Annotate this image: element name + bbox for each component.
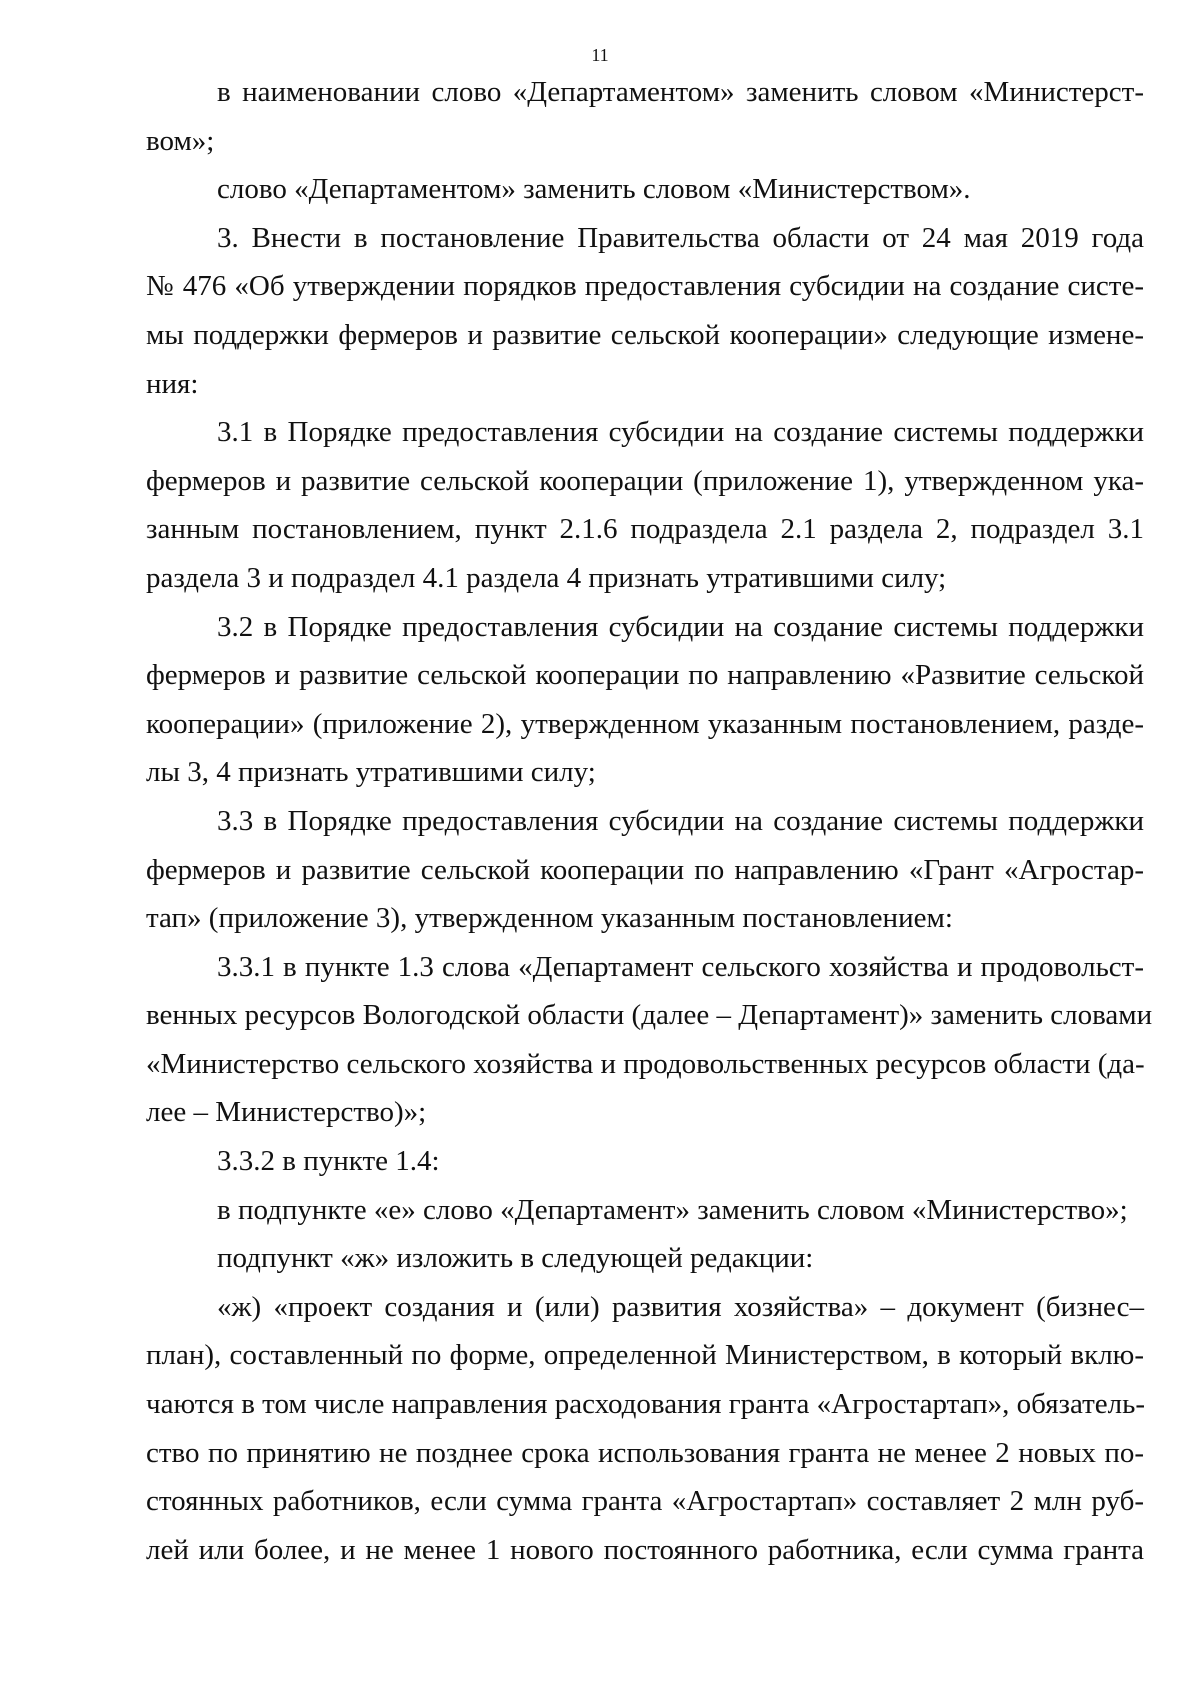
text-line: «ж) «проект создания и (или) развития хозяйства» – документ (бизнес– [217,1290,1144,1323]
text-line: лее – Министерство)»; [146,1096,427,1129]
text-line: «Министерство сельского хозяйства и продовольственных ресурсов области (да- [146,1047,1145,1080]
text-line: венных ресурсов Вологодской области (далее – Департамент)» заменить словами [146,999,1153,1032]
document-body [146,68,1153,1574]
text-line: 3.3.2 в пункте 1.4: [217,1145,440,1178]
text-line: лы 3, 4 признать утратившими силу; [146,756,596,789]
text-line: 3.2 в Порядке предоставления субсидии на создание системы поддержки [217,610,1144,643]
text-line: 3.3.1 в пункте 1.3 слова «Департамент сельского хозяйства и продовольст- [217,950,1144,983]
text-line: фермеров и развитие сельской кооперации по направлению «Развитие сельской [146,659,1144,692]
text-line: в наименовании слово «Департаментом» заменить словом «Министерст- [217,76,1144,108]
text-line: занным постановлением, пункт 2.1.6 подраздела 2.1 раздела 2, подраздел 3.1 [146,513,1144,546]
text-line: 3.3 в Порядке предоставления субсидии на создание системы поддержки [217,804,1144,837]
text-line: фермеров и развитие сельской кооперации (приложение 1), утвержденном ука- [146,464,1144,497]
text-line: вом»; [146,124,215,157]
text-line: в подпункте «е» слово «Департамент» заменить словом «Министерство»; [217,1193,1128,1226]
text-line: ния: [146,367,199,400]
text-line: подпункт «ж» изложить в следующей редакции: [217,1242,814,1275]
text-line: стоянных работников, если сумма гранта «Агростартап» составляет 2 млн руб- [146,1485,1144,1518]
text-line: 3.1 в Порядке предоставления субсидии на создание системы поддержки [217,416,1144,449]
text-line: план), составленный по форме, определенной Министерством, в который вклю- [146,1339,1144,1372]
text-line: лей или более, и не менее 1 нового постоянного работника, если сумма гранта [146,1533,1144,1566]
text-line: кооперации» (приложение 2), утвержденном указанным постановлением, разде- [146,707,1144,740]
text-line: 3. Внести в постановление Правительства области от 24 мая 2019 года [217,221,1144,254]
page-number: 11 [591,45,609,65]
text-line: № 476 «Об утверждении порядков предоставления субсидии на создание систе- [146,270,1144,303]
text-line: чаются в том числе направления расходования гранта «Агростартап», обязатель- [146,1388,1146,1421]
text-line: слово «Департаментом» заменить словом «Министерством». [217,173,971,206]
text-line: фермеров и развитие сельской кооперации по направлению «Грант «Агростар- [146,853,1144,886]
text-line: ство по принятию не позднее срока использования гранта не менее 2 новых по- [146,1436,1144,1469]
text-line: раздела 3 и подраздел 4.1 раздела 4 признать утратившими силу; [146,561,947,594]
text-line: тап» (приложение 3), утвержденном указанным постановлением: [146,902,953,935]
text-line: мы поддержки фермеров и развитие сельской кооперации» следующие измене- [146,318,1144,351]
